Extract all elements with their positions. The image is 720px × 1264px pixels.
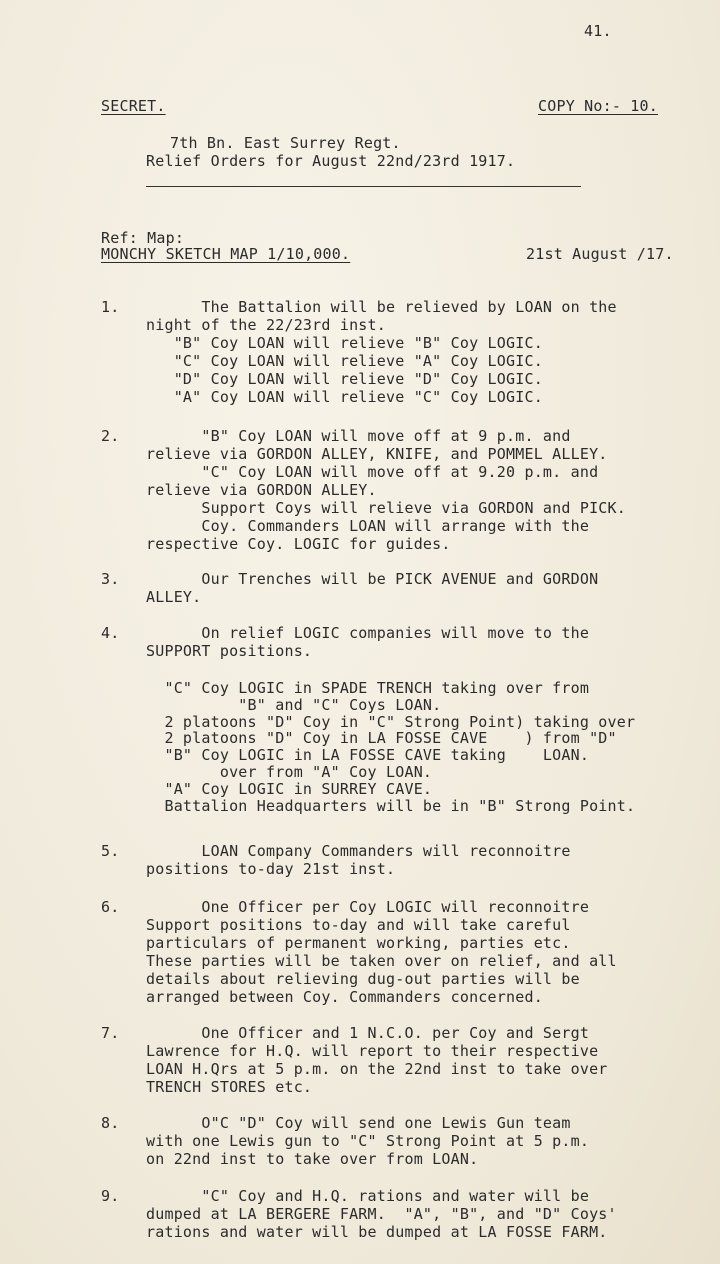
paragraph-line: The Battalion will be relieved by LOAN on the bbox=[146, 298, 617, 316]
paragraph-line: Battalion Headquarters will be in "B" Strong Point. bbox=[146, 796, 636, 815]
paragraph-line: Support Coys will relieve via GORDON and PICK. bbox=[146, 499, 626, 517]
paragraph-line: On relief LOGIC companies will move to the bbox=[146, 624, 590, 642]
paragraph-line: relieve via GORDON ALLEY, KNIFE, and POMMEL ALLEY. bbox=[146, 445, 608, 463]
paragraph-line: One Officer per Coy LOGIC will reconnoitre bbox=[146, 898, 590, 916]
paragraph-line: "C" Coy and H.Q. rations and water will be bbox=[146, 1187, 590, 1205]
document-date: 21st August /17. bbox=[526, 245, 674, 263]
paragraph-line: arranged between Coy. Commanders concerned. bbox=[146, 988, 543, 1006]
paragraph-line: "B" Coy LOAN will move off at 9 p.m. and bbox=[146, 427, 571, 445]
paragraph-line: "D" Coy LOAN will relieve "D" Coy LOGIC. bbox=[146, 370, 543, 388]
paragraph-number: 7. bbox=[101, 1024, 120, 1042]
paragraph-line: One Officer and 1 N.C.O. per Coy and Sergt bbox=[146, 1024, 590, 1042]
paragraph-line: with one Lewis gun to "C" Strong Point at 5 p.m. bbox=[146, 1132, 590, 1150]
title-rule bbox=[146, 186, 581, 187]
paragraph-line: "B" Coy LOGIC in LA FOSSE CAVE taking LOAN. bbox=[146, 746, 590, 765]
paragraph-line: ALLEY. bbox=[146, 588, 202, 606]
paragraph-line: details about relieving dug-out parties will be bbox=[146, 970, 580, 988]
paragraph-line: Coy. Commanders LOAN will arrange with the bbox=[146, 517, 590, 535]
paragraph-line: positions to-day 21st inst. bbox=[146, 860, 396, 878]
paragraph-line: "B" Coy LOAN will relieve "B" Coy LOGIC. bbox=[146, 334, 543, 352]
ref-map-label: Ref: Map: bbox=[101, 229, 185, 247]
paragraph-line: respective Coy. LOGIC for guides. bbox=[146, 535, 451, 553]
title-line: Relief Orders for August 22nd/23rd 1917. bbox=[146, 152, 516, 170]
paragraph-line: "B" and "C" Coys LOAN. bbox=[146, 695, 442, 714]
paragraph-line: TRENCH STORES etc. bbox=[146, 1078, 313, 1096]
paragraph-line: on 22nd inst to take over from LOAN. bbox=[146, 1150, 479, 1168]
paragraph-line: "A" Coy LOAN will relieve "C" Coy LOGIC. bbox=[146, 388, 543, 406]
paragraph-line: SUPPORT positions. bbox=[146, 642, 313, 660]
paragraph-line: "C" Coy LOGIC in SPADE TRENCH taking over from bbox=[146, 679, 590, 697]
paragraph-number: 3. bbox=[101, 570, 120, 588]
paragraph-line: Support positions to-day and will take careful bbox=[146, 916, 571, 934]
paragraph-line: O"C "D" Coy will send one Lewis Gun team bbox=[146, 1114, 571, 1132]
paragraph-line: "C" Coy LOAN will move off at 9.20 p.m. and bbox=[146, 463, 599, 481]
title-line: 7th Bn. East Surrey Regt. bbox=[170, 134, 401, 152]
paragraph-number: 6. bbox=[101, 898, 120, 916]
paragraph-line: dumped at LA BERGERE FARM. "A", "B", and "D" Coys' bbox=[146, 1205, 617, 1223]
page-number: 41. bbox=[584, 22, 612, 40]
paragraph-line: LOAN Company Commanders will reconnoitre bbox=[146, 842, 571, 860]
paragraph-line: "A" Coy LOGIC in SURREY CAVE. bbox=[146, 779, 433, 798]
paragraph-line: night of the 22/23rd inst. bbox=[146, 316, 386, 334]
paragraph-line: particulars of permanent working, parties etc. bbox=[146, 934, 571, 952]
paragraph-line: Our Trenches will be PICK AVENUE and GORDON bbox=[146, 570, 599, 588]
paragraph-line: 2 platoons "D" Coy in "C" Strong Point) taking over bbox=[146, 712, 636, 731]
paragraph-line: These parties will be taken over on relief, and all bbox=[146, 952, 617, 970]
paragraph-line: rations and water will be dumped at LA FOSSE FARM. bbox=[146, 1223, 608, 1241]
map-name: MONCHY SKETCH MAP 1/10,000. bbox=[101, 245, 351, 263]
classification-label: SECRET. bbox=[101, 97, 166, 115]
paragraph-number: 8. bbox=[101, 1114, 120, 1132]
paragraph-line: LOAN H.Qrs at 5 p.m. on the 22nd inst to take over bbox=[146, 1060, 608, 1078]
paragraph-number: 1. bbox=[101, 298, 120, 316]
paragraph-line: Lawrence for H.Q. will report to their respective bbox=[146, 1042, 599, 1060]
paragraph-line: relieve via GORDON ALLEY. bbox=[146, 481, 377, 499]
paragraph-number: 5. bbox=[101, 842, 120, 860]
paragraph-line: 2 platoons "D" Coy in LA FOSSE CAVE ) from "D" bbox=[146, 729, 617, 748]
copy-number: COPY No:- 10. bbox=[538, 97, 658, 115]
paragraph-number: 9. bbox=[101, 1187, 120, 1205]
paragraph-line: over from "A" Coy LOAN. bbox=[146, 763, 433, 781]
paragraph-number: 2. bbox=[101, 427, 120, 445]
paragraph-line: "C" Coy LOAN will relieve "A" Coy LOGIC. bbox=[146, 352, 543, 370]
paragraph-number: 4. bbox=[101, 624, 120, 642]
